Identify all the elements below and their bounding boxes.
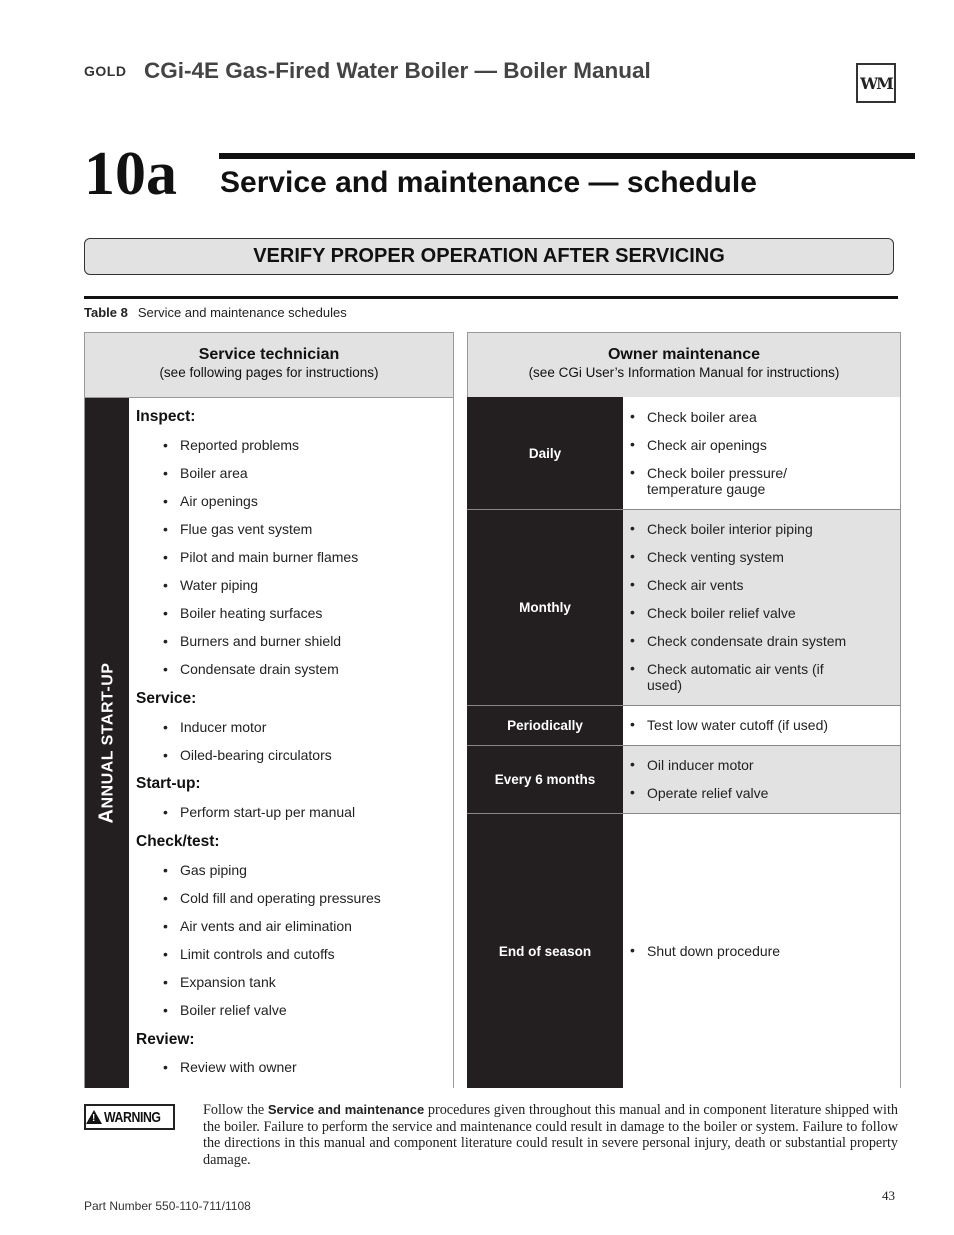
bullet-icon: • [630, 576, 635, 592]
bullet-icon: • [163, 549, 168, 565]
bullet-icon: • [630, 464, 635, 480]
technician-heading: Service technician [198, 346, 340, 363]
row-label-every-6-months: Every 6 months [467, 746, 623, 813]
list-item: Perform start-up per manual [180, 804, 356, 820]
group-title: Review: [136, 1031, 195, 1048]
row-label-monthly: Monthly [467, 510, 623, 705]
list-item: Check boiler interior piping [647, 521, 813, 537]
table-caption-label: Table 8 [84, 305, 128, 320]
bullet-icon: • [163, 946, 168, 962]
row-label-daily: Daily [467, 397, 623, 510]
list-item: Test low water cutoff (if used) [647, 717, 829, 733]
list-item: Shut down procedure [647, 943, 781, 959]
list-item-continued: temperature gauge [647, 481, 766, 497]
list-item: Oil inducer motor [647, 757, 754, 773]
bullet-icon: • [163, 465, 168, 481]
bullet-icon: • [630, 784, 635, 800]
warning-text [203, 1102, 898, 1168]
company-logo [856, 63, 896, 103]
annual-startup-initial: A [95, 808, 118, 824]
list-item: Flue gas vent system [180, 521, 313, 537]
manual-title: CGi-4E Gas-Fired Water Boiler — Boiler Manual [144, 58, 651, 83]
warning-body: procedures given throughout this manual and in component literature shipped with the boiler. Failure to perform the service and maintenance could result in damage to the boiler or system. Failure to follow the directions in this manual and component literature could result in severe personal injury, death or substantial property damage. [203, 1102, 898, 1168]
warning-bold: Service and maintenance [267, 1102, 425, 1117]
list-item: Check air vents [647, 577, 744, 593]
section-rule [219, 153, 915, 159]
page-number: 43 [882, 1188, 895, 1203]
list-item: Oiled-bearing circulators [180, 747, 332, 763]
bullet-icon: • [630, 716, 635, 732]
list-item: Gas piping [180, 862, 247, 878]
list-item: Water piping [180, 577, 259, 593]
section-title: Service and maintenance — schedule [220, 166, 757, 199]
list-item: Review with owner [180, 1059, 297, 1075]
bullet-icon: • [163, 804, 168, 820]
list-item: Cold fill and operating pressures [180, 890, 381, 906]
list-item: Boiler relief valve [180, 1002, 287, 1018]
bullet-icon: • [163, 437, 168, 453]
bullet-icon: • [163, 918, 168, 934]
list-item: Boiler heating surfaces [180, 605, 323, 621]
bullet-icon: • [630, 632, 635, 648]
list-item: Operate relief valve [647, 785, 769, 801]
list-item: Pilot and main burner flames [180, 549, 359, 565]
section-number: 10a [84, 140, 177, 208]
group-title: Check/test: [136, 833, 220, 850]
bullet-icon: • [630, 408, 635, 424]
list-item: Expansion tank [180, 974, 276, 990]
technician-subheading: (see following pages for instructions) [159, 365, 379, 380]
list-item: Check boiler relief valve [647, 605, 796, 621]
warning-triangle-icon: ! [86, 1110, 102, 1124]
bullet-icon: • [163, 577, 168, 593]
list-item-continued: used) [647, 677, 683, 693]
list-item: Check boiler pressure/ [647, 465, 788, 481]
bullet-icon: • [163, 719, 168, 735]
logo-text: WM [860, 73, 892, 93]
list-item: Check air openings [647, 437, 767, 453]
group-title: Inspect: [136, 408, 196, 425]
brand-tag: GOLD [84, 63, 127, 79]
bullet-icon: • [630, 942, 635, 958]
list-item: Air openings [180, 493, 258, 509]
list-item: Check condensate drain system [647, 633, 847, 649]
bullet-icon: • [630, 660, 635, 676]
bullet-icon: • [163, 633, 168, 649]
list-item: Inducer motor [180, 719, 267, 735]
list-item: Limit controls and cutoffs [180, 946, 335, 962]
list-item: Reported problems [180, 437, 300, 453]
table-caption [84, 305, 347, 320]
technician-header [85, 333, 453, 398]
bullet-icon: • [163, 747, 168, 763]
table-caption-text: Service and maintenance schedules [137, 305, 347, 320]
bullet-icon: • [630, 520, 635, 536]
list-item: Check boiler area [647, 409, 757, 425]
annual-startup-label [96, 663, 119, 824]
bullet-icon: • [163, 493, 168, 509]
row-label-periodically: Periodically [467, 706, 623, 745]
bullet-icon: • [163, 661, 168, 677]
bullet-icon: • [163, 605, 168, 621]
bullet-icon: • [630, 548, 635, 564]
bullet-icon: • [630, 604, 635, 620]
verify-banner: VERIFY PROPER OPERATION AFTER SERVICING [84, 238, 894, 275]
bullet-icon: • [163, 890, 168, 906]
list-item: Boiler area [180, 465, 248, 481]
list-item: Check venting system [647, 549, 784, 565]
owner-subheading: (see CGi User’s Information Manual for instructions) [528, 365, 840, 380]
bullet-icon: • [163, 521, 168, 537]
list-item: Check automatic air vents (if [647, 661, 824, 677]
part-number-value: 550-110-711/1108 [155, 1199, 251, 1213]
bullet-icon: • [163, 974, 168, 990]
annual-startup-rest: NNUAL START-UP [99, 662, 117, 809]
row-label-end-of-season: End of season [467, 814, 623, 1088]
warning-lead: Follow the [203, 1102, 265, 1118]
list-item: Air vents and air elimination [180, 918, 352, 934]
bullet-icon: • [163, 1059, 168, 1075]
warning-badge-label: WARNING [104, 1108, 161, 1126]
bullet-icon: • [163, 862, 168, 878]
part-number [84, 1199, 251, 1213]
group-title: Start-up: [136, 775, 201, 792]
owner-heading: Owner maintenance [607, 346, 761, 363]
bullet-icon: • [630, 756, 635, 772]
list-item: Burners and burner shield [180, 633, 342, 649]
list-item: Condensate drain system [180, 661, 339, 677]
divider-rule [84, 296, 898, 299]
bullet-icon: • [630, 436, 635, 452]
group-title: Service: [136, 690, 197, 707]
bullet-icon: • [163, 1002, 168, 1018]
warning-badge [84, 1104, 175, 1130]
part-number-label: Part Number [84, 1199, 153, 1213]
owner-header [467, 332, 901, 397]
